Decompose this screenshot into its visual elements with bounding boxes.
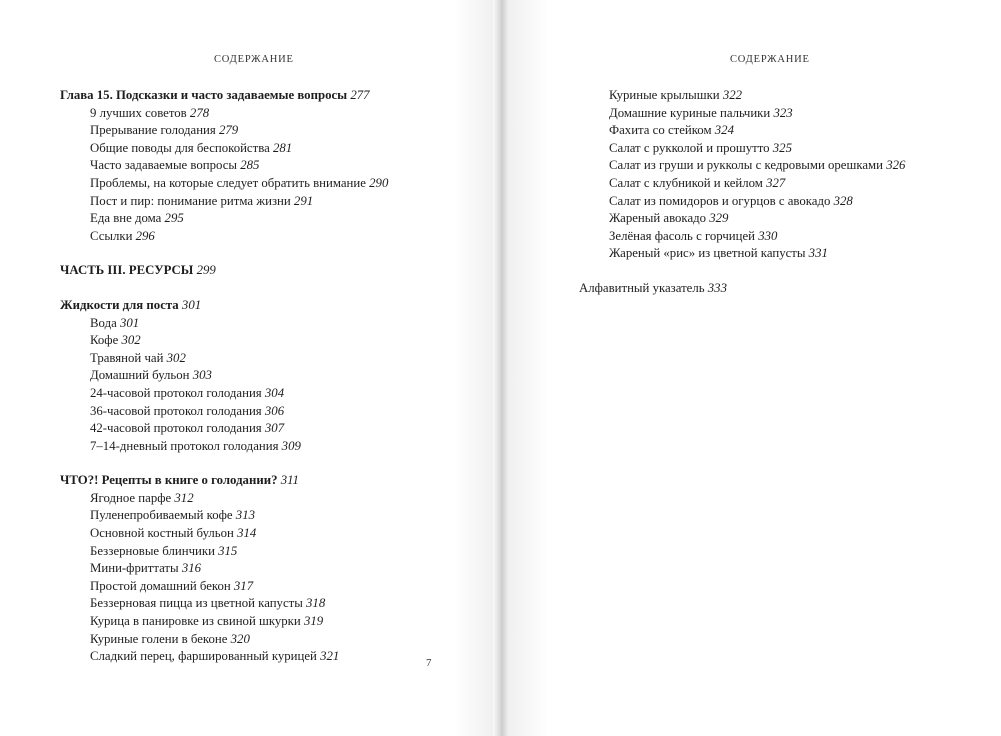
toc-entry (60, 613, 483, 631)
left-page (0, 0, 493, 736)
entry-page-number: 302 (121, 333, 141, 348)
entry-title: Прерывание голодания (90, 123, 216, 138)
entry-title: Пуленепробиваемый кофе (90, 508, 233, 523)
entry-title: Ссылки (90, 228, 133, 243)
toc-entry (60, 420, 483, 438)
entry-page-number: 331 (808, 246, 828, 261)
toc-entry (60, 122, 483, 140)
toc-entry (60, 140, 483, 158)
toc-entry (60, 648, 483, 666)
running-head-left: СОДЕРЖАНИЕ (214, 54, 294, 65)
toc-entry (60, 525, 483, 543)
toc-entry (60, 560, 483, 578)
entry-title: Глава 15. Подсказки и часто задаваемые вопросы (60, 88, 348, 102)
entry-title: ЧАСТЬ III. РЕСУРСЫ (60, 263, 194, 278)
toc-entry (60, 175, 483, 193)
entry-page-number: 277 (350, 88, 370, 102)
toc-part-heading (60, 262, 483, 280)
toc-entry (579, 122, 991, 140)
toc-entry (60, 631, 483, 649)
toc-entry (579, 210, 991, 228)
running-head-right: СОДЕРЖАНИЕ (730, 54, 810, 65)
entry-title: Жареный «рис» из цветной капусты (609, 246, 806, 261)
entry-page-number: 291 (293, 193, 314, 208)
entry-title: Беззерновая пицца из цветной капусты (90, 596, 303, 611)
toc-entry (60, 490, 483, 508)
entry-page-number: 299 (196, 263, 216, 278)
entry-title: Основной костный бульон (90, 526, 234, 541)
entry-page-number: 326 (886, 158, 906, 173)
toc-entry (60, 297, 483, 315)
entry-title: Курица в панировке из свиной шкурки (90, 614, 301, 629)
entry-page-number: 296 (135, 228, 155, 243)
toc-entry (579, 175, 991, 193)
toc-entry (60, 385, 483, 403)
entry-title: Фахита со стейком (609, 123, 712, 138)
entry-title: Травяной чай (90, 350, 164, 365)
entry-title: Зелёная фасоль с горчицей (609, 228, 756, 243)
entry-title: 42-часовой протокол голодания (90, 421, 262, 436)
entry-page-number: 281 (272, 140, 293, 155)
entry-page-number: 313 (235, 508, 255, 523)
entry-page-number: 302 (166, 350, 186, 365)
toc-entry (579, 245, 991, 263)
toc-entry (60, 543, 483, 561)
toc-entry (60, 210, 483, 228)
toc-entry (579, 140, 991, 158)
entry-page-number: 318 (306, 596, 326, 611)
entry-title: Жидкости для поста (60, 297, 179, 312)
entry-page-number: 328 (833, 193, 853, 208)
entry-title: Часто задаваемые вопросы (90, 158, 238, 173)
entry-page-number: 315 (218, 543, 238, 558)
entry-title: 24-часовой протокол голодания (90, 385, 262, 400)
toc-entry (60, 507, 483, 525)
entry-title: ЧТО?! Рецепты в книге о голодании? (60, 473, 278, 488)
entry-page-number: 301 (119, 315, 140, 330)
entry-page-number: 278 (189, 105, 210, 120)
entry-title: Еда вне дома (90, 211, 162, 226)
toc-entry (579, 157, 991, 175)
entry-title: Домашние куриные пальчики (609, 105, 771, 120)
right-page (509, 0, 1001, 736)
entry-page-number: 322 (722, 88, 743, 102)
entry-title: 36-часовой протокол голодания (90, 403, 262, 418)
toc-right (579, 87, 991, 298)
entry-title: Салат из груши и рукколы с кедровыми орешками (609, 158, 883, 173)
entry-title: Куриные крылышки (609, 88, 720, 102)
entry-page-number: 309 (281, 438, 301, 453)
entry-title: Салат из помидоров и огурцов с авокадо (609, 193, 831, 208)
entry-page-number: 307 (264, 421, 285, 436)
toc-entry (60, 332, 483, 350)
entry-title: Алфавитный указатель (579, 280, 705, 295)
toc-entry (60, 315, 483, 333)
entry-title: Жареный авокадо (609, 211, 707, 226)
entry-title: Сладкий перец, фаршированный курицей (90, 649, 317, 664)
entry-page-number: 304 (264, 385, 285, 400)
toc-entry (579, 87, 991, 105)
book-gutter (493, 0, 509, 736)
entry-page-number: 317 (233, 578, 254, 593)
toc-entry (60, 157, 483, 175)
entry-title: 9 лучших советов (90, 105, 187, 120)
entry-page-number: 312 (174, 490, 194, 505)
toc-entry (60, 87, 483, 105)
entry-page-number: 325 (772, 140, 792, 155)
entry-page-number: 303 (192, 368, 212, 383)
toc-entry (60, 367, 483, 385)
toc-entry (60, 350, 483, 368)
toc-entry (60, 403, 483, 421)
entry-title: Простой домашний бекон (90, 578, 231, 593)
entry-title: Кофе (90, 333, 119, 348)
toc-entry (60, 472, 483, 490)
entry-title: Общие поводы для беспокойства (90, 140, 270, 155)
toc-entry (579, 193, 991, 211)
entry-page-number: 329 (709, 211, 729, 226)
entry-title: Вода (90, 315, 117, 330)
entry-page-number: 324 (714, 123, 734, 138)
entry-title: Домашний бульон (90, 368, 190, 383)
entry-page-number: 330 (758, 228, 778, 243)
toc-entry (60, 228, 483, 246)
entry-title: Салат с клубникой и кейлом (609, 175, 763, 190)
entry-page-number: 319 (303, 614, 324, 629)
toc-entry-index (579, 280, 991, 298)
entry-page-number: 311 (280, 473, 299, 488)
toc-left (60, 87, 483, 666)
toc-entry (60, 595, 483, 613)
toc-entry (60, 193, 483, 211)
entry-page-number: 321 (320, 649, 340, 664)
entry-page-number: 333 (707, 280, 727, 295)
entry-page-number: 290 (369, 175, 389, 190)
entry-title: Ягодное парфе (90, 490, 172, 505)
entry-page-number: 327 (766, 175, 786, 190)
entry-title: Мини-фриттаты (90, 561, 179, 576)
toc-entry (579, 105, 991, 123)
entry-page-number: 320 (230, 631, 250, 646)
entry-title: 7–14-дневный протокол голодания (90, 438, 279, 453)
right-page-shadow (509, 0, 549, 736)
entry-title: Беззерновые блинчики (90, 543, 215, 558)
entry-page-number: 316 (181, 561, 202, 576)
page-number-folio: 7 (426, 657, 432, 669)
entry-page-number: 301 (181, 297, 202, 312)
entry-page-number: 323 (773, 105, 793, 120)
toc-entry (579, 228, 991, 246)
entry-page-number: 314 (237, 526, 257, 541)
toc-entry (60, 105, 483, 123)
entry-title: Куриные голени в беконе (90, 631, 228, 646)
entry-page-number: 285 (240, 158, 260, 173)
entry-page-number: 279 (219, 123, 239, 138)
entry-title: Проблемы, на которые следует обратить внимание (90, 175, 366, 190)
entry-page-number: 306 (264, 403, 285, 418)
entry-title: Пост и пир: понимание ритма жизни (90, 193, 291, 208)
toc-entry (60, 438, 483, 456)
entry-page-number: 295 (164, 211, 184, 226)
entry-title: Салат с рукколой и прошутто (609, 140, 770, 155)
toc-entry (60, 578, 483, 596)
